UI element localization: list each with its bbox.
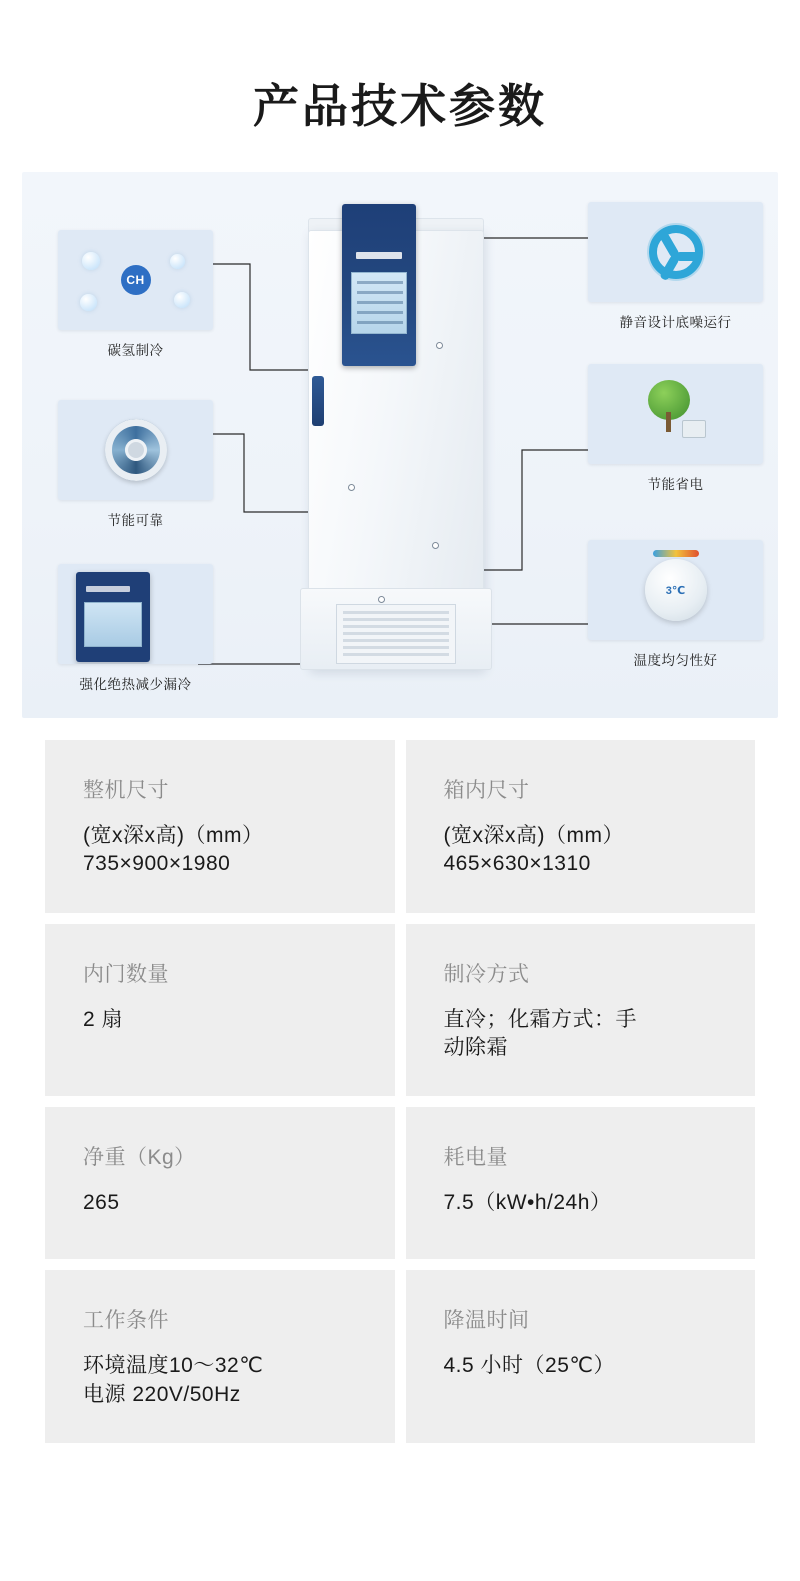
gauge-value: 3℃: [665, 584, 686, 597]
spec-label: 工作条件: [83, 1309, 169, 1333]
feature-power-saving: [588, 364, 763, 493]
spec-value-line2: 电源 220V/50Hz: [83, 1382, 241, 1406]
spec-value: [83, 1189, 395, 1217]
spec-value-line2: 465×630×1310: [443, 852, 591, 876]
freezer-illustration: [290, 190, 502, 690]
spec-cell-working-conditions: [45, 1270, 395, 1443]
brand-logo: [356, 252, 402, 259]
spec-label: 内门数量: [83, 962, 169, 986]
spec-label: 箱内尺寸: [443, 779, 530, 802]
spec-value-line1: 7.5（kW•h/24h）: [443, 1191, 612, 1215]
feature-caption: 碳氢制冷: [107, 343, 164, 358]
feature-caption: 节能省电: [647, 477, 704, 492]
specification-table: [45, 740, 755, 1443]
feature-temperature-uniformity: [588, 540, 763, 669]
control-panel-icon: [58, 564, 213, 664]
spec-label: 制冷方式: [443, 962, 530, 986]
feature-caption: 强化绝热减少漏冷: [79, 677, 192, 692]
spec-value-line1: 环境温度10～32℃: [83, 1354, 264, 1378]
feature-caption: 节能可靠: [107, 513, 164, 528]
feature-energy-saving-reliable: [58, 400, 213, 529]
freezer-control-module: [342, 204, 416, 366]
spec-cell-cooldown-time: [406, 1270, 756, 1443]
product-feature-diagram: [22, 172, 778, 718]
molecule-icon: [58, 230, 213, 330]
spec-value: [444, 1006, 756, 1063]
fan-soundwave-icon: [588, 202, 763, 302]
spec-label: 净重（Kg）: [83, 1146, 196, 1170]
spec-cell-net-weight: [45, 1107, 395, 1259]
spec-label: 整机尺寸: [83, 779, 169, 802]
spec-cell-inner-door-count: [45, 924, 395, 1097]
spec-value: [444, 1352, 756, 1380]
spec-value-line1: 直冷；化霜方式：手: [443, 1007, 637, 1031]
spec-value: [83, 822, 395, 879]
eco-tree-icon: [588, 364, 763, 464]
compressor-fan-icon: [58, 400, 213, 500]
spec-cell-internal-dimensions: [406, 740, 756, 913]
spec-value: [444, 822, 756, 879]
spec-cell-power-consumption: [406, 1107, 756, 1259]
spec-value-line1: 265: [83, 1191, 120, 1215]
spec-value-line1: 4.5 小时（25℃）: [443, 1354, 615, 1378]
spec-value-line1: 2 扇: [83, 1007, 124, 1031]
molecule-badge: CH: [121, 265, 151, 295]
spec-value-line1: (宽x深x高)（mm）: [443, 824, 624, 847]
feature-hydrocarbon-refrigeration: [58, 230, 213, 359]
feature-quiet-design: [588, 202, 763, 331]
spec-label: 降温时间: [443, 1309, 530, 1333]
spec-value-line2: 动除霜: [443, 1036, 508, 1060]
spec-value-line2: 735×900×1980: [83, 852, 231, 876]
feature-caption: 静音设计底噪运行: [619, 315, 732, 330]
feature-enhanced-insulation: [58, 564, 213, 693]
page-title: 产品技术参数: [253, 79, 547, 132]
ventilation-grill: [336, 604, 456, 664]
control-screen: [351, 272, 407, 334]
feature-caption: 温度均匀性好: [633, 653, 718, 668]
spec-value-line1: (宽x深x高)（mm）: [83, 824, 264, 847]
spec-cell-refrigeration-type: [406, 924, 756, 1097]
spec-value: [444, 1189, 756, 1217]
door-handle: [312, 376, 324, 426]
spec-value: [83, 1006, 395, 1034]
spec-value: [83, 1352, 395, 1409]
spec-cell-overall-dimensions: [45, 740, 395, 913]
thermometer-gauge-icon: [588, 540, 763, 640]
spec-label: 耗电量: [443, 1146, 508, 1170]
